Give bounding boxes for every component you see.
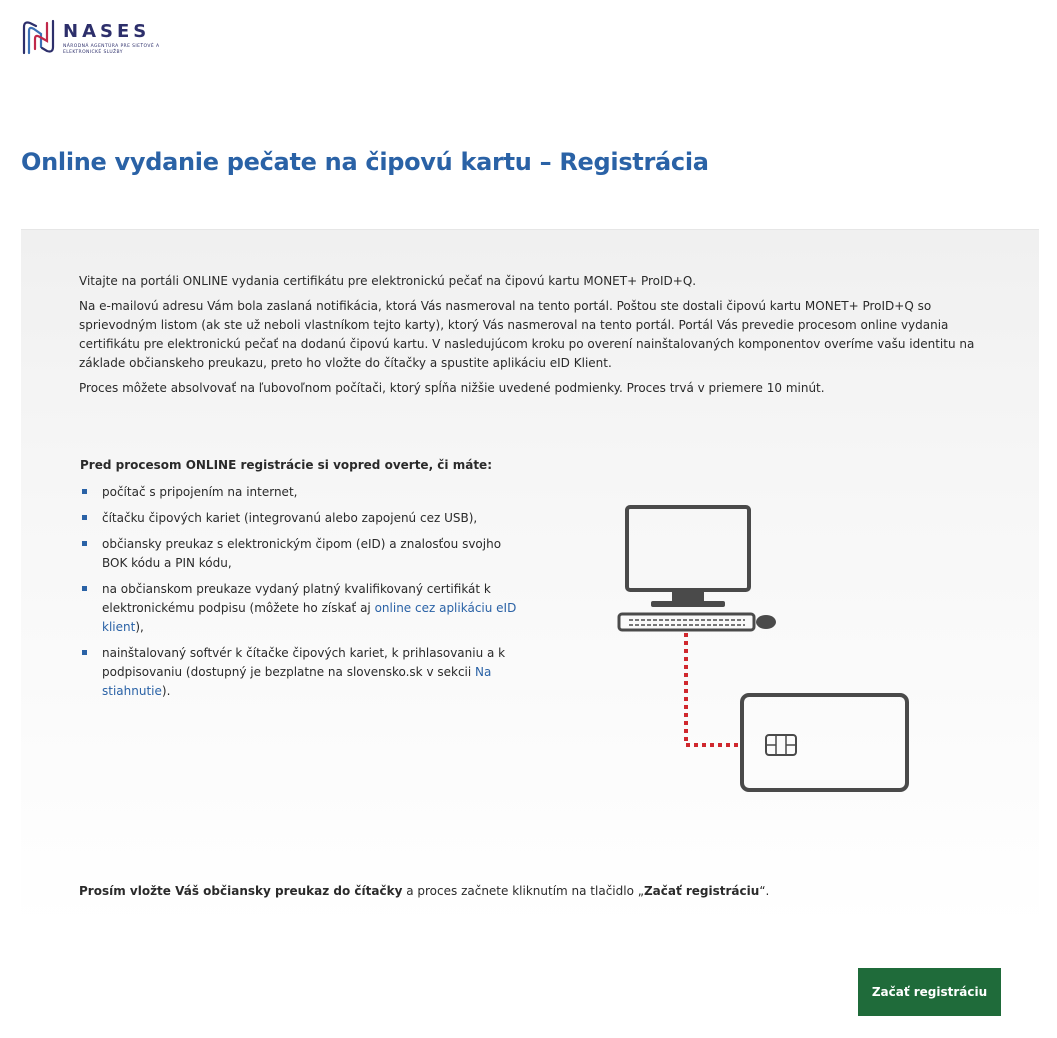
list-item xyxy=(80,644,520,701)
logo-subtitle: NÁRODNÁ AGENTÚRA PRE SIEŤOVÉ A ELEKTRONICKÉ SLUŽBY xyxy=(63,44,160,55)
requirement-certificate-text: na občianskom preukaze vydaný platný kvalifikovaný certifikát k elektronickému podpisu (môžete ho získať aj xyxy=(102,582,491,615)
intro-paragraph-process: Proces môžete absolvovať na ľubovoľnom počítači, ktorý spĺňa nižšie uvedené podmienky. Proces trvá v priemere 10 minút. xyxy=(79,381,825,395)
insert-card-note-bold: Prosím vložte Váš občiansky preukaz do čítačky xyxy=(79,884,403,898)
insert-card-note xyxy=(79,884,769,898)
bullet-square-icon xyxy=(82,489,87,494)
page-title: Online vydanie pečate na čipovú kartu – Registrácia xyxy=(21,148,709,176)
keyboard-icon xyxy=(619,614,754,630)
insert-card-note-middle: a proces začnete kliknutím na tlačidlo „ xyxy=(402,884,644,898)
bullet-square-icon xyxy=(82,515,87,520)
list-item xyxy=(80,535,520,573)
list-item xyxy=(80,580,520,637)
bullet-square-icon xyxy=(82,541,87,546)
download-link[interactable]: Na stiahnutie xyxy=(102,665,492,698)
mouse-icon xyxy=(756,615,776,629)
computer-card-illustration xyxy=(615,502,915,802)
computer-monitor-icon xyxy=(627,507,749,607)
intro-paragraph-notification: Na e-mailovú adresu Vám bola zaslaná notifikácia, ktorá Vás nasmeroval na tento portál. Poštou ste dostali čipovú kartu MONET+ ProID+Q so sprievodným listom (ak ste už neboli vlastníkom tejto karty), ktorý Vás nasmeroval na tento portál. Portál Vás prevedie procesom online vydania certifikátu pre elektronickú pečať na dodanú čipovú kartu. V nasledujúcom kroku po overení nainštalovaných komponentov overíme vašu identitu na základe občianskeho preukazu, preto ho vložte do čítačky a spustite aplikáciu eID Klient. xyxy=(79,299,975,370)
requirements-heading: Pred procesom ONLINE registrácie si vopred overte, či máte: xyxy=(80,458,492,472)
logo-name: NASES xyxy=(63,21,151,42)
requirements-section xyxy=(80,456,520,708)
requirements-list xyxy=(80,483,520,701)
bullet-square-icon xyxy=(82,586,87,591)
content-panel xyxy=(21,229,1039,930)
requirement-software xyxy=(102,644,520,701)
requirement-card-reader: čítačku čipových kariet (integrovanú alebo zapojenú cez USB), xyxy=(102,511,478,525)
eid-client-online-link[interactable]: online cez aplikáciu eID klient xyxy=(102,601,517,634)
start-registration-button[interactable]: Začať registráciu xyxy=(858,968,1001,1016)
insert-card-note-end: “. xyxy=(759,884,770,898)
intro-paragraph-welcome: Vitajte na portáli ONLINE vydania certifikátu pre elektronickú pečať na čipovú kartu MONET+ ProID+Q. xyxy=(79,274,697,288)
requirement-certificate-end: ), xyxy=(135,620,144,634)
nases-logo-mark-icon xyxy=(21,17,57,57)
requirement-eid: občiansky preukaz s elektronickým čipom (eID) a znalosťou svojho BOK kódu a PIN kódu, xyxy=(102,537,502,570)
chip-icon xyxy=(766,735,796,755)
requirement-computer: počítač s pripojením na internet, xyxy=(102,485,298,499)
bullet-square-icon xyxy=(82,650,87,655)
nases-logo[interactable] xyxy=(21,17,173,57)
insert-card-note-button-ref: Začať registráciu xyxy=(643,884,760,898)
intro-text xyxy=(79,272,989,404)
requirement-software-end: ). xyxy=(161,684,171,698)
cable-icon xyxy=(686,633,741,745)
list-item xyxy=(80,509,520,528)
requirement-software-text: nainštalovaný softvér k čítačke čipových kariet, k prihlasovaniu a k podpisovaniu (dostupný je bezplatne na slovensko.sk v sekcii xyxy=(102,646,506,679)
list-item xyxy=(80,483,520,502)
requirement-certificate xyxy=(102,580,520,637)
